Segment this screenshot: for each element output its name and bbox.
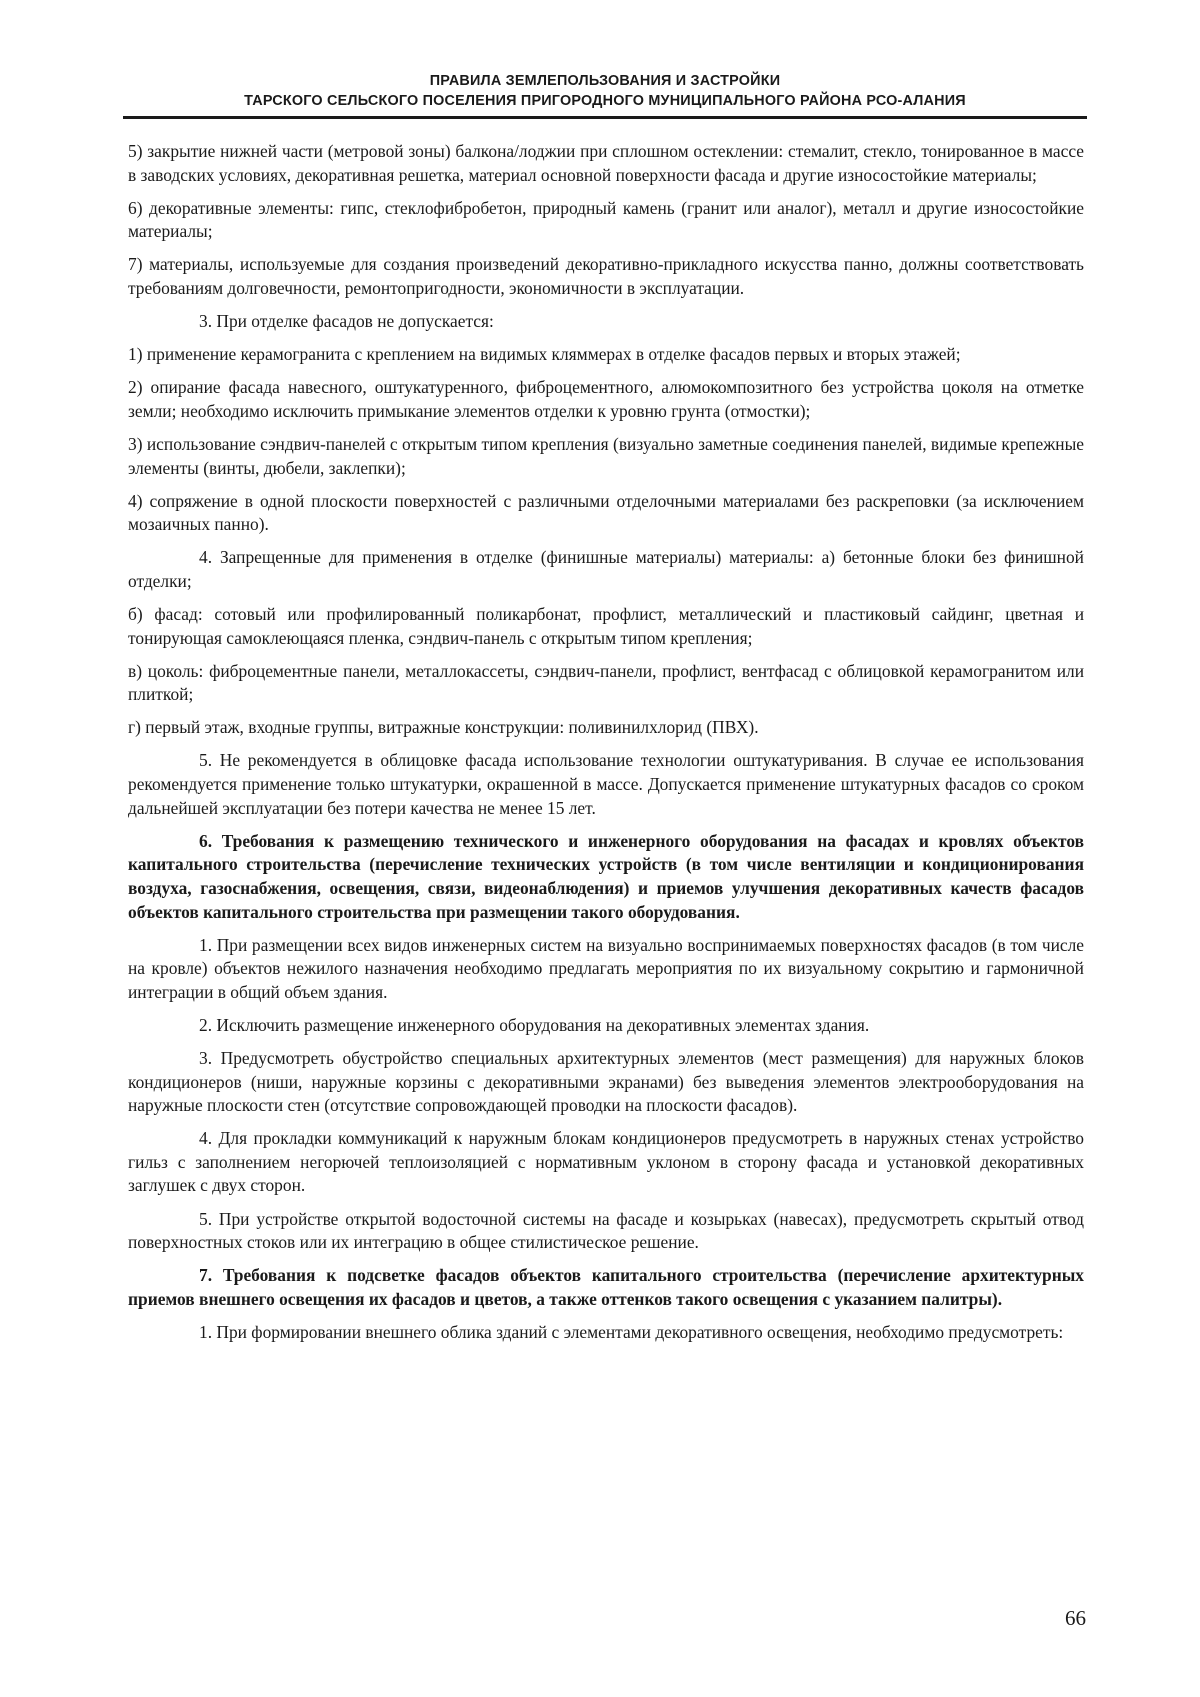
header-rule bbox=[123, 116, 1087, 119]
paragraph-item-3: 3. При отделке фасадов не допускается: bbox=[199, 311, 494, 332]
paragraph-prohibit-4: 4) сопряжение в одной плоскости поверхностей с различными отделочными материалами без раскреповки (за исключением мозаичных панно). bbox=[128, 490, 1084, 535]
paragraph-6-5: 5. При устройстве открытой водосточной системы на фасаде и козырьках (навесах), предусмотреть скрытый отвод поверхностных стоков или их интеграцию в общее стилистическое решение. bbox=[128, 1208, 1084, 1253]
paragraph-6-4: 4. Для прокладки коммуникаций к наружным блокам кондиционеров предусмотреть в наружных стенах устройство гильз с заполнением негорючей теплоизоляцией с нормативным уклоном в сторону фасада и установкой декоративных заглушек с двух сторон. bbox=[128, 1128, 1084, 1196]
page-body bbox=[128, 140, 1084, 1354]
section-heading-6: 6. Требования к размещению технического и инженерного оборудования на фасадах и кровлях объектов капитального строительства (перечисление технических устройств (в том числе вентиляции и кондиционирования воздуха, газоснабжения, освещения, связи, видеонаблюдения) и приемов улучшения декоративных качеств фасадов объектов капитального строительства при размещении такого оборудования. bbox=[128, 830, 1084, 922]
paragraph-6-decor: 6) декоративные элементы: гипс, стеклофибробетон, природный камень (гранит или аналог), металл и другие износостойкие материалы; bbox=[128, 197, 1084, 242]
paragraph-prohibit-3: 3) использование сэндвич-панелей с открытым типом крепления (визуально заметные соединения панелей, видимые крепежные элементы (винты, дюбели, заклепки); bbox=[128, 433, 1084, 478]
paragraph-item-4: 4. Запрещенные для применения в отделке (финишные материалы) материалы: а) бетонные блоки без финишной отделки; bbox=[128, 547, 1084, 591]
paragraph-prohibit-1: 1) применение керамогранита с креплением на видимых кляммерах в отделке фасадов первых и вторых этажей; bbox=[128, 344, 961, 365]
paragraph-first-floor: г) первый этаж, входные группы, витражные конструкции: поливинилхлорид (ПВХ). bbox=[128, 717, 759, 738]
running-header bbox=[123, 71, 1087, 111]
paragraph-6-2: 2. Исключить размещение инженерного оборудования на декоративных элементах здания. bbox=[199, 1014, 870, 1035]
paragraph-plinth: в) цоколь: фиброцементные панели, металлокассеты, сэндвич-панели, профлист, вентфасад с облицовкой керамогранитом или плиткой; bbox=[128, 660, 1084, 705]
page-number: 66 bbox=[1065, 1606, 1086, 1630]
section-heading-7: 7. Требования к подсветке фасадов объектов капитального строительства (перечисление архитектурных приемов внешнего освещения их фасадов и цветов, а также оттенков такого освещения с указанием палитры). bbox=[128, 1265, 1084, 1309]
paragraph-5-balcony: 5) закрытие нижней части (метровой зоны) балкона/лоджии при сплошном остеклении: стемалит, стекло, тонированное в массе в заводских условиях, декоративная решетка, материал основной поверхности фасада и другие износостойкие материалы; bbox=[128, 141, 1084, 185]
paragraph-facade: б) фасад: сотовый или профилированный поликарбонат, профлист, металлический и пластиковый сайдинг, цветная и тонирующая самоклеющаяся пленка, сэндвич-панель с открытым типом крепления; bbox=[128, 604, 1084, 648]
paragraph-7-1: 1. При формировании внешнего облика зданий с элементами декоративного освещения, необходимо предусмотреть: bbox=[199, 1321, 1064, 1342]
header-line-1: ПРАВИЛА ЗЕМЛЕПОЛЬЗОВАНИЯ И ЗАСТРОЙКИ bbox=[429, 73, 781, 89]
paragraph-7-panels: 7) материалы, используемые для создания произведений декоративно-прикладного искусства панно, должны соответствовать требованиям долговечности, ремонтопригодности, экономичности в эксплуатации. bbox=[128, 254, 1084, 298]
paragraph-prohibit-2: 2) опирание фасада навесного, оштукатуренного, фиброцементного, алюмокомпозитного без устройства цоколя на отметке земли; необходимо исключить примыкание элементов отделки к уровню грунта (отмостки); bbox=[128, 377, 1084, 421]
paragraph-item-5: 5. Не рекомендуется в облицовке фасада использование технологии оштукатуривания. В случае ее использования рекомендуется применение только штукатурки, окрашенной в массе. Допускается применение штукатурных фасадов со сроком дальнейшей эксплуатации без потери качества не менее 15 лет. bbox=[128, 750, 1084, 818]
paragraph-6-3: 3. Предусмотреть обустройство специальных архитектурных элементов (мест размещения) для наружных блоков кондиционеров (ниши, наружные корзины с декоративными экранами) без выведения элементов электрооборудования на наружные плоскости стен (отсутствие сопровождающей проводки на плоскости фасадов). bbox=[128, 1048, 1084, 1116]
header-line-2: ТАРСКОГО СЕЛЬСКОГО ПОСЕЛЕНИЯ ПРИГОРОДНОГО МУНИЦИПАЛЬНОГО РАЙОНА РСО-АЛАНИЯ bbox=[244, 93, 966, 109]
paragraph-6-1: 1. При размещении всех видов инженерных систем на визуально воспринимаемых поверхностях фасадов (в том числе на кровле) объектов нежилого назначения необходимо предлагать мероприятия по их визуальному сокрытию и гармоничной интеграции в общий объем здания. bbox=[128, 934, 1084, 1002]
